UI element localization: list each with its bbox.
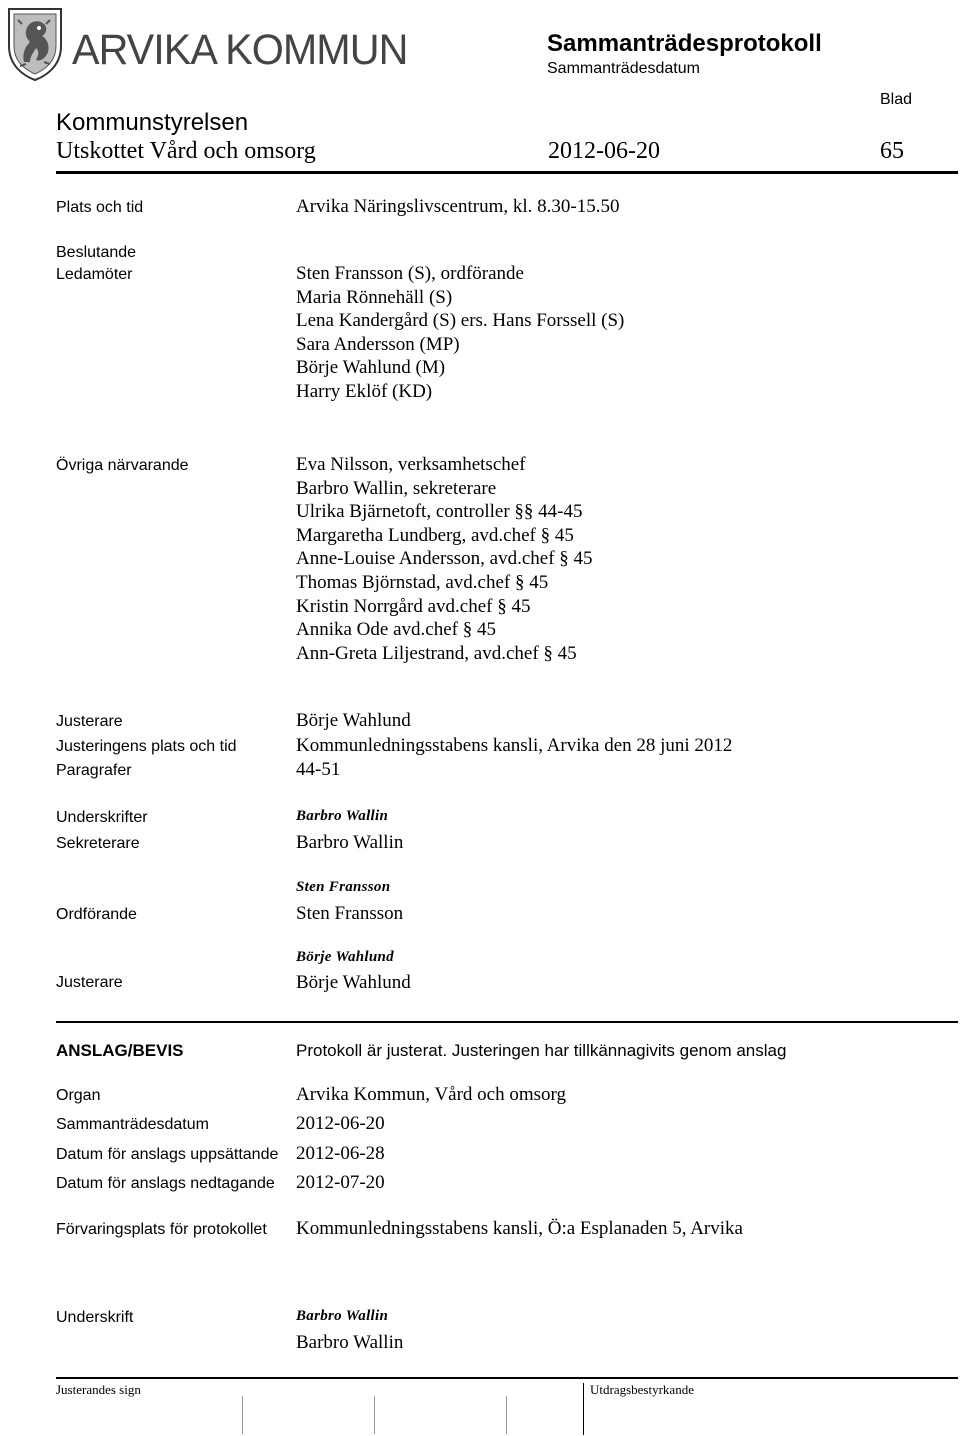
- storage-label: Förvaringsplats för protokollet: [56, 1221, 267, 1238]
- secretary-signature: Barbro Wallin: [296, 808, 389, 824]
- footer-divider: [56, 1377, 958, 1379]
- attendee-item: Ann-Greta Liljestrand, avd.chef § 45: [296, 642, 577, 664]
- attendee-item: Barbro Wallin, sekreterare: [296, 477, 497, 499]
- attendee-item: Anne-Louise Andersson, avd.chef § 45: [296, 548, 593, 570]
- attendee-item: Margaretha Lundberg, avd.chef § 45: [296, 524, 574, 546]
- document-subtitle: Sammanträdesdatum: [547, 60, 700, 77]
- posted-date-label: Datum för anslags uppsättande: [56, 1146, 279, 1163]
- secretary-label: Sekreterare: [56, 835, 140, 852]
- footer-sign-box-divider: [583, 1383, 584, 1435]
- decision-label: Beslutande: [56, 244, 137, 261]
- coat-of-arms-logo: [6, 6, 64, 82]
- adjuster-label: Justerare: [56, 713, 123, 730]
- secretary-name: Barbro Wallin: [296, 832, 404, 853]
- notice-statement: Protokoll är justerat. Justeringen har tillkännagivits genom anslag: [296, 1041, 787, 1060]
- place-value: Arvika Näringslivscentrum, kl. 8.30-15.50: [296, 196, 620, 217]
- chair-name: Sten Fransson: [296, 903, 404, 924]
- removed-date-value: 2012-07-20: [296, 1172, 385, 1193]
- footer-extract-label: Utdragsbestyrkande: [590, 1382, 694, 1397]
- others-label: Övriga närvarande: [56, 457, 189, 474]
- others-list: [296, 453, 593, 665]
- member-item: Sara Andersson (MP): [296, 333, 460, 355]
- committee-name: Utskottet Vård och omsorg: [56, 138, 316, 164]
- footer-adjuster-sign-label: Justerandes sign: [56, 1382, 141, 1397]
- members-list: [296, 262, 624, 404]
- notice-divider: [56, 1021, 958, 1023]
- notice-signature: Barbro Wallin: [296, 1308, 389, 1324]
- footer-sign-box-divider: [506, 1396, 507, 1434]
- page-number: 65: [880, 138, 904, 164]
- body-name: Kommunstyrelsen: [56, 109, 249, 136]
- signatures-heading: Underskrifter: [56, 809, 148, 826]
- storage-value: Kommunledningsstabens kansli, Ö:a Esplanaden 5, Arvika: [296, 1218, 743, 1239]
- member-item: Lena Kandergård (S) ers. Hans Forssell (S): [296, 310, 625, 332]
- meeting-date-value: 2012-06-20: [296, 1113, 385, 1134]
- signature-label: Underskrift: [56, 1309, 134, 1326]
- adjuster-value: Börje Wahlund: [296, 710, 411, 731]
- adjuster-sign-name: Börje Wahlund: [296, 972, 411, 993]
- meeting-date: 2012-06-20: [548, 138, 660, 164]
- blad-label: Blad: [880, 91, 913, 108]
- member-item: Maria Rönnehäll (S): [296, 286, 453, 308]
- header-divider: [56, 171, 958, 174]
- adjustment-place-label: Justeringens plats och tid: [56, 738, 237, 755]
- org-name: ARVIKA KOMMUN: [72, 26, 408, 74]
- attendee-item: Eva Nilsson, verksamhetschef: [296, 454, 526, 475]
- attendee-item: Thomas Björnstad, avd.chef § 45: [296, 571, 549, 593]
- attendee-item: Annika Ode avd.chef § 45: [296, 619, 496, 641]
- meeting-date-label: Sammanträdesdatum: [56, 1116, 209, 1133]
- footer-sign-box-divider: [374, 1396, 375, 1434]
- adjuster-sign-label: Justerare: [56, 974, 123, 991]
- attendee-item: Ulrika Bjärnetoft, controller §§ 44-45: [296, 501, 583, 523]
- member-item: Harry Eklöf (KD): [296, 380, 433, 402]
- adjustment-place-value: Kommunledningsstabens kansli, Arvika den 28 juni 2012: [296, 735, 733, 756]
- removed-date-label: Datum för anslags nedtagande: [56, 1175, 275, 1192]
- member-item: Sten Fransson (S), ordförande: [296, 263, 524, 284]
- footer-sign-box-divider: [242, 1396, 243, 1434]
- paragraphs-label: Paragrafer: [56, 762, 132, 779]
- members-label: Ledamöter: [56, 266, 133, 283]
- attendee-item: Kristin Norrgård avd.chef § 45: [296, 595, 531, 617]
- chair-signature: Sten Fransson: [296, 879, 391, 895]
- chair-label: Ordförande: [56, 906, 137, 923]
- organ-label: Organ: [56, 1087, 101, 1104]
- member-item: Börje Wahlund (M): [296, 357, 446, 379]
- posted-date-value: 2012-06-28: [296, 1143, 385, 1164]
- adjuster-signature: Börje Wahlund: [296, 949, 394, 965]
- organ-value: Arvika Kommun, Vård och omsorg: [296, 1084, 567, 1105]
- place-label: Plats och tid: [56, 199, 144, 216]
- notice-heading: ANSLAG/BEVIS: [56, 1041, 184, 1060]
- document-title: Sammanträdesprotokoll: [547, 30, 822, 57]
- notice-signature-name: Barbro Wallin: [296, 1332, 404, 1353]
- paragraphs-value: 44-51: [296, 759, 341, 780]
